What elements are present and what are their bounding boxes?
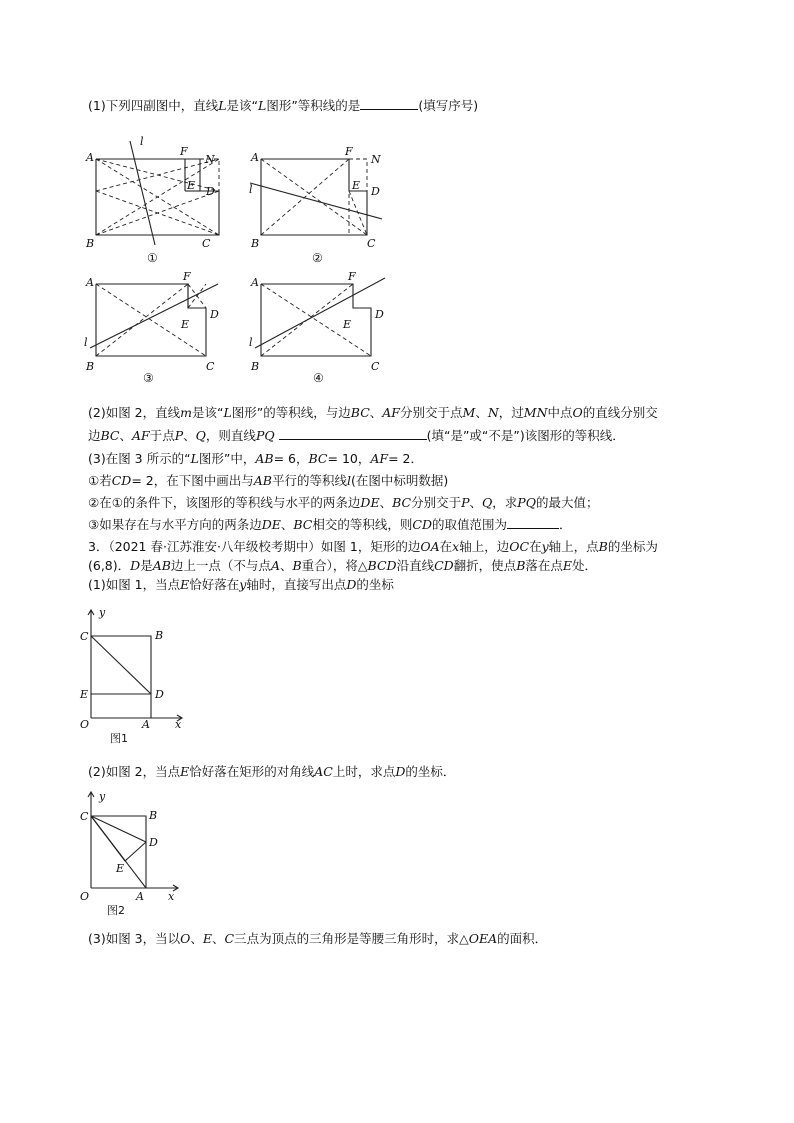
label-C: C [80,810,89,823]
label-E: E [116,862,125,875]
figure-4 [245,270,395,388]
text-span: 的直线分别交 [582,405,658,420]
text-span: CD [412,517,432,532]
text-span: PQ [255,428,275,443]
label-O: O [80,890,90,903]
text-span: MN [523,405,548,420]
label-y: y [99,790,106,803]
text-span: DE [360,495,380,510]
text-span: 的坐标为 [607,539,658,554]
question-3-sub1 [88,472,448,490]
text-span: 、 [475,405,488,420]
text-span: ． [559,517,572,532]
text-span: BC [350,405,370,420]
text-span: 的面积． [497,931,548,946]
label-B: B [251,237,260,250]
text-span: E [562,558,573,573]
text-span: 在 [529,539,542,554]
text-span: 轴时，直接写出点 [246,577,347,592]
label-C: C [80,630,89,643]
label-A: A [86,276,94,289]
text-span: AC [314,764,333,779]
text-span: OEA [468,931,498,946]
text-span: Q [482,495,493,510]
label-D: D [149,836,158,849]
text-span: 、 [212,931,225,946]
text-span: ③如果存在与水平方向的两条边 [88,517,262,532]
label-A: A [86,151,94,164]
label-E: E [187,179,196,192]
text-span: CD [111,473,132,488]
label-E: E [181,318,190,331]
text-span: y [541,539,549,554]
label-x: x [175,718,182,731]
text-span: 图形”等积线的是 [266,98,361,113]
text-span: 、 [369,405,383,420]
text-span: C [224,931,235,946]
text-span: = 6， [273,451,309,466]
text-span: y [239,577,247,592]
problem-3-part2 [88,763,455,781]
label-l: l [249,336,253,349]
caption-3: ③ [143,371,154,385]
text-span: L [190,451,199,466]
question-2-line2 [88,427,625,445]
text-span: BCD [367,558,397,573]
text-span: (1)下列四副图中，直线 [88,98,219,113]
text-span: OC [509,539,530,554]
label-B: B [86,360,95,373]
text-span: 轴上，点 [548,539,599,554]
text-span: AF [382,405,400,420]
label-C: C [367,237,376,250]
label-A: A [251,276,259,289]
text-span: OA [420,539,440,554]
text-span: BC [392,495,412,510]
text-span: 三点为顶点的三角形是等腰三角形时，求△ [234,931,469,946]
text-span: L [258,98,267,113]
text-span: AB [253,473,272,488]
text-span: A [270,558,280,573]
text-span: D [395,764,406,779]
text-span: 中点 [547,405,573,420]
label-B: B [86,237,95,250]
label-B: B [251,360,260,373]
text-span: B [292,558,302,573]
text-span: (6,8) [88,558,118,573]
text-span: = 2，在下图中画出与 [131,473,254,488]
label-y: y [99,606,106,619]
text-span: = 10， [327,451,371,466]
text-span: 、 [183,428,196,443]
text-span: = 2． [388,451,423,466]
text-span: O [572,405,583,420]
text-span: (在图中标明数据) [350,473,449,488]
text-span: 是 [140,558,153,573]
text-span: PQ [517,495,536,510]
text-span: P [174,428,184,443]
question-3-sub3 [88,516,572,534]
text-span: B [598,539,608,554]
text-span: DE [261,517,281,532]
coord-figure-2 [74,786,204,918]
label-C: C [371,360,380,373]
text-span: 沿直线 [396,558,435,573]
text-span: 于点 [149,428,175,443]
figure-2 [245,135,395,265]
text-span: 平行的等积线 [271,473,347,488]
label-D: D [206,185,215,198]
text-span: 、 [280,517,294,532]
text-span: 、 [379,495,393,510]
label-l: l [140,135,144,148]
text-span: 的最大值； [535,495,599,510]
label-D: D [371,185,380,198]
label-N: N [205,153,215,166]
text-span: 边上一点（不与点 [170,558,271,573]
text-span: ． [117,558,131,573]
figure-3 [80,270,230,388]
label-B: B [155,629,164,642]
label-E: E [80,688,89,701]
question-3-line1 [88,450,423,468]
label-l: l [249,183,253,196]
text-span: 分别交于点 [399,405,463,420]
problem-3-line2 [88,557,597,575]
text-span: m [180,405,192,420]
text-span: 落在点 [525,558,563,573]
text-span: AF [370,451,389,466]
text-span: 、 [190,931,203,946]
label-A: A [142,718,150,731]
label-C: C [202,237,211,250]
text-span: O [180,931,191,946]
label-O: O [80,718,90,731]
label-D: D [210,308,219,321]
text-span: l [346,473,351,488]
text-span: BC [100,428,120,443]
label-D: D [155,688,164,701]
text-span: 边 [88,428,101,443]
question-3-sub2 [88,494,598,512]
problem-3-line1 [88,538,658,556]
text-span: ，过 [498,405,524,420]
text-span: AB [152,558,171,573]
question-1-text [88,97,478,115]
text-span: N [487,405,499,420]
answer-blank[interactable] [507,516,559,529]
caption-2: ② [312,251,323,265]
caption-4: ④ [313,371,324,385]
text-span: 相交的等积线，则 [312,517,413,532]
text-span: 、 [279,558,293,573]
label-F: F [183,270,191,283]
text-span: (1)如图 1，当点 [88,577,181,592]
text-span: (2)如图 2，当点 [88,764,181,779]
text-span: x [452,539,460,554]
text-span: L [218,98,227,113]
figure-1 [80,135,230,265]
label-F: F [345,145,353,158]
text-span: (2)如图 2，直线 [88,405,181,420]
text-span: ，求 [492,495,518,510]
text-span: 恰好落在 [189,577,240,592]
label-A: A [136,890,144,903]
problem-3-part3 [88,930,547,948]
text-span: BC [308,451,328,466]
figure-caption: 图2 [107,904,125,917]
text-span: Q [195,428,206,443]
text-span: (3)如图 3，当以 [88,931,181,946]
answer-blank[interactable] [279,427,427,440]
text-span: 翻折，使点 [453,558,517,573]
text-span: 轴上，边 [459,539,510,554]
text-span: E [180,577,190,592]
label-B: B [149,809,158,822]
label-E: E [343,318,352,331]
text-span: 处． [572,558,598,573]
text-span: 恰好落在矩形的对角线 [189,764,315,779]
answer-blank[interactable] [360,97,418,110]
text-span: 、 [119,428,133,443]
text-span: E [202,931,213,946]
text-span: 图形”的等积线，与边 [231,405,351,420]
coord-figure-1 [74,604,204,746]
label-F: F [348,270,356,283]
text-span: B [516,558,526,573]
text-span: BC [293,517,313,532]
text-span: D [346,577,357,592]
text-span: ①若 [88,473,112,488]
text-span: (3)在图 3 所示的“ [88,451,191,466]
text-span: P [461,495,470,510]
figure-caption: 图1 [110,732,128,745]
text-span: (填“是”或“不是”)该图形的等积线． [426,428,625,443]
label-F: F [180,145,188,158]
caption-1: ① [147,251,158,265]
text-span: D [130,558,141,573]
text-span: AB [255,451,274,466]
text-span: ②在①的条件下，该图形的等积线与水平的两条边 [88,495,361,510]
label-E: E [352,179,361,192]
text-span: E [180,764,190,779]
question-2-line1 [88,404,658,422]
text-span: 的取值范围为 [431,517,507,532]
text-span: ，则直线 [205,428,256,443]
text-span: 3．（2021 春·江苏淮安·八年级校考期中）如图 1，矩形的边 [88,539,421,554]
text-span: 、 [469,495,483,510]
label-l: l [84,336,88,349]
text-span: 是该“ [226,98,259,113]
text-span: 分别交于 [411,495,462,510]
label-x: x [168,890,175,903]
label-D: D [375,308,384,321]
text-span: 的坐标 [356,577,394,592]
label-N: N [371,153,381,166]
text-span: M [462,405,476,420]
text-span: 的坐标． [405,764,456,779]
text-span: AF [132,428,150,443]
text-span: 是该“ [192,405,224,420]
label-A: A [251,151,259,164]
text-span: L [223,405,232,420]
label-C: C [206,360,215,373]
text-span: (填写序号) [418,98,479,113]
text-span: 在 [439,539,453,554]
text-span: 重合），将△ [301,558,368,573]
text-span: 图形”中， [198,451,256,466]
text-span: CD [434,558,454,573]
problem-3-part1 [88,576,394,594]
text-span: 上时，求点 [332,764,396,779]
